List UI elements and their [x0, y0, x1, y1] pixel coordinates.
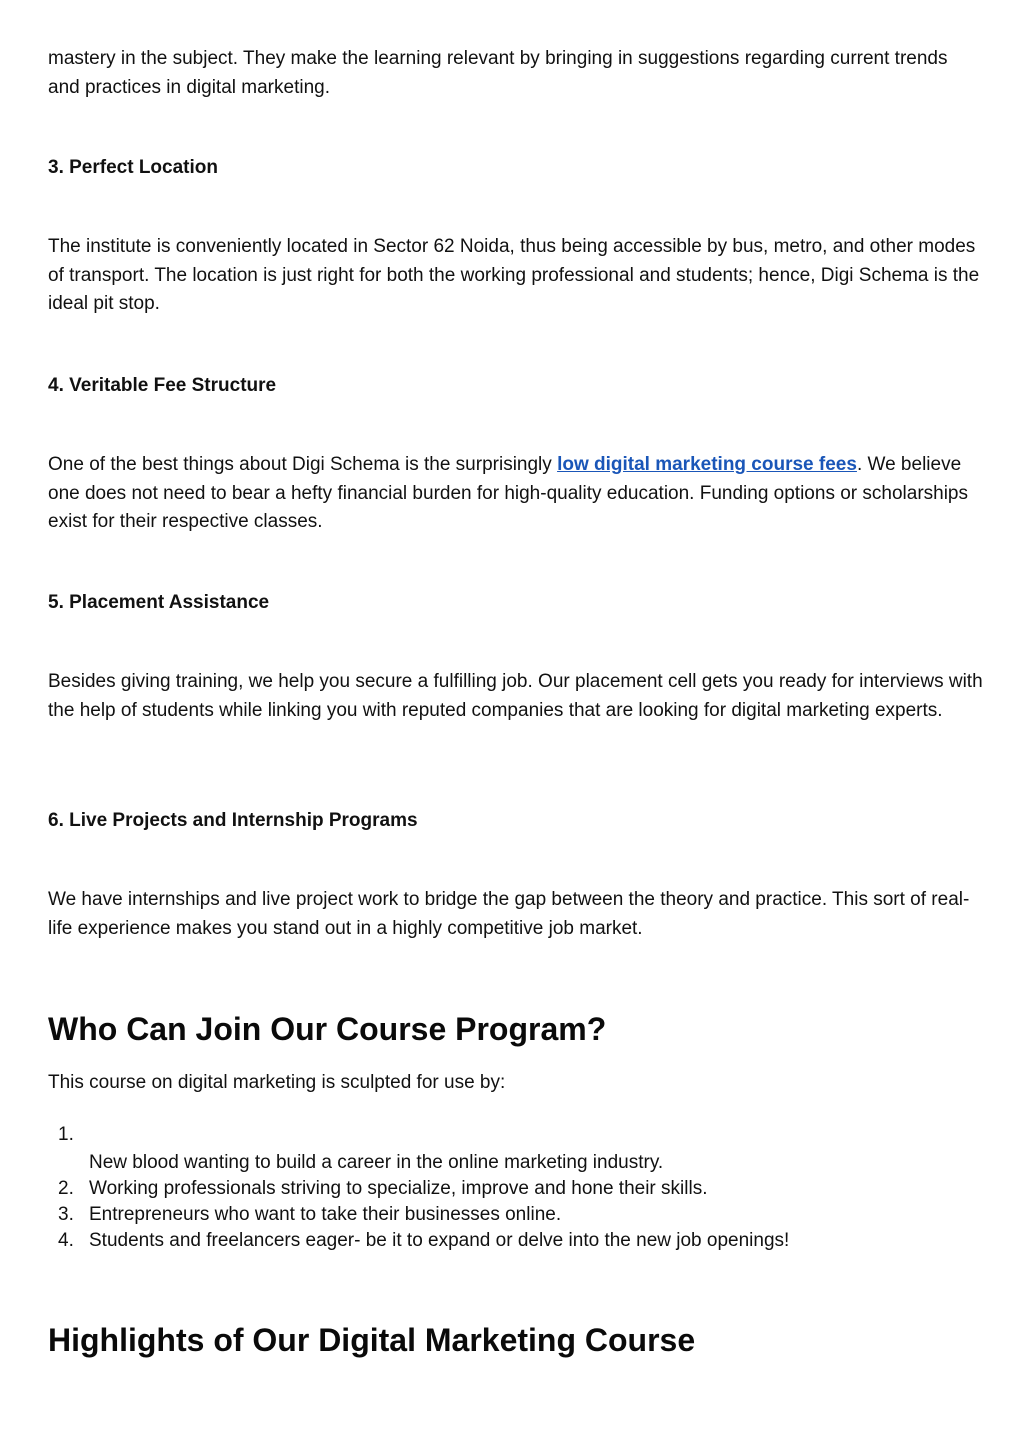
section-body-fee-structure — [48, 451, 983, 537]
list-item-number: 4. — [58, 1230, 74, 1251]
section-body-live-projects: We have internships and live project work to bridge the gap between the theory and practice. This sort of real-life experience makes you stand out in a highly competitive job market. — [48, 889, 970, 939]
section-body-perfect-location: The institute is conveniently located in Sector 62 Noida, thus being accessible by bus, metro, and other modes of transport. The location is just right for both the working professional and students; hence, Digi Schema is the ideal pit stop. — [48, 236, 980, 314]
section-heading-live-projects: 6. Live Projects and Internship Programs — [48, 810, 418, 831]
intro-paragraph: mastery in the subject. They make the learning relevant by bringing in suggestions regarding current trends and practices in digital marketing. — [48, 48, 948, 98]
list-item — [48, 1228, 983, 1254]
who-can-join-lead: This course on digital marketing is sculpted for use by: — [48, 1072, 506, 1093]
list-item-text: Students and freelancers eager- be it to expand or delve into the new job openings! — [89, 1230, 790, 1251]
section-heading-perfect-location: 3. Perfect Location — [48, 157, 218, 178]
section-body-placement: Besides giving training, we help you secure a fulfilling job. Our placement cell gets you ready for interviews with the help of students while linking you with reputed companies that are looking for digital marketing experts. — [48, 671, 983, 721]
list-item-text: Entrepreneurs who want to take their businesses online. — [89, 1204, 562, 1225]
section-heading-placement: 5. Placement Assistance — [48, 592, 270, 613]
fee-text-after-link: . We believe one does not need to bear a hefty financial burden for high-quality education. Funding options or scholarships exist for their respective classes. — [48, 454, 968, 532]
who-can-join-list — [48, 1122, 983, 1254]
list-item-text: Working professionals striving to specialize, improve and hone their skills. — [89, 1178, 708, 1199]
list-item-number: 3. — [58, 1204, 74, 1225]
who-can-join-heading: Who Can Join Our Course Program? — [48, 1011, 607, 1047]
fee-text-before-link: One of the best things about Digi Schema is the surprisingly — [48, 454, 558, 475]
list-item-number: 2. — [58, 1178, 74, 1199]
list-item — [48, 1122, 983, 1176]
low-fees-link[interactable]: low digital marketing course fees — [557, 454, 857, 475]
list-item — [48, 1202, 983, 1228]
list-item-text: New blood wanting to build a career in the online marketing industry. — [89, 1152, 664, 1173]
list-item — [48, 1176, 983, 1202]
list-item-number: 1. — [58, 1124, 74, 1145]
highlights-heading: Highlights of Our Digital Marketing Course — [48, 1322, 696, 1358]
section-heading-fee-structure: 4. Veritable Fee Structure — [48, 375, 277, 396]
